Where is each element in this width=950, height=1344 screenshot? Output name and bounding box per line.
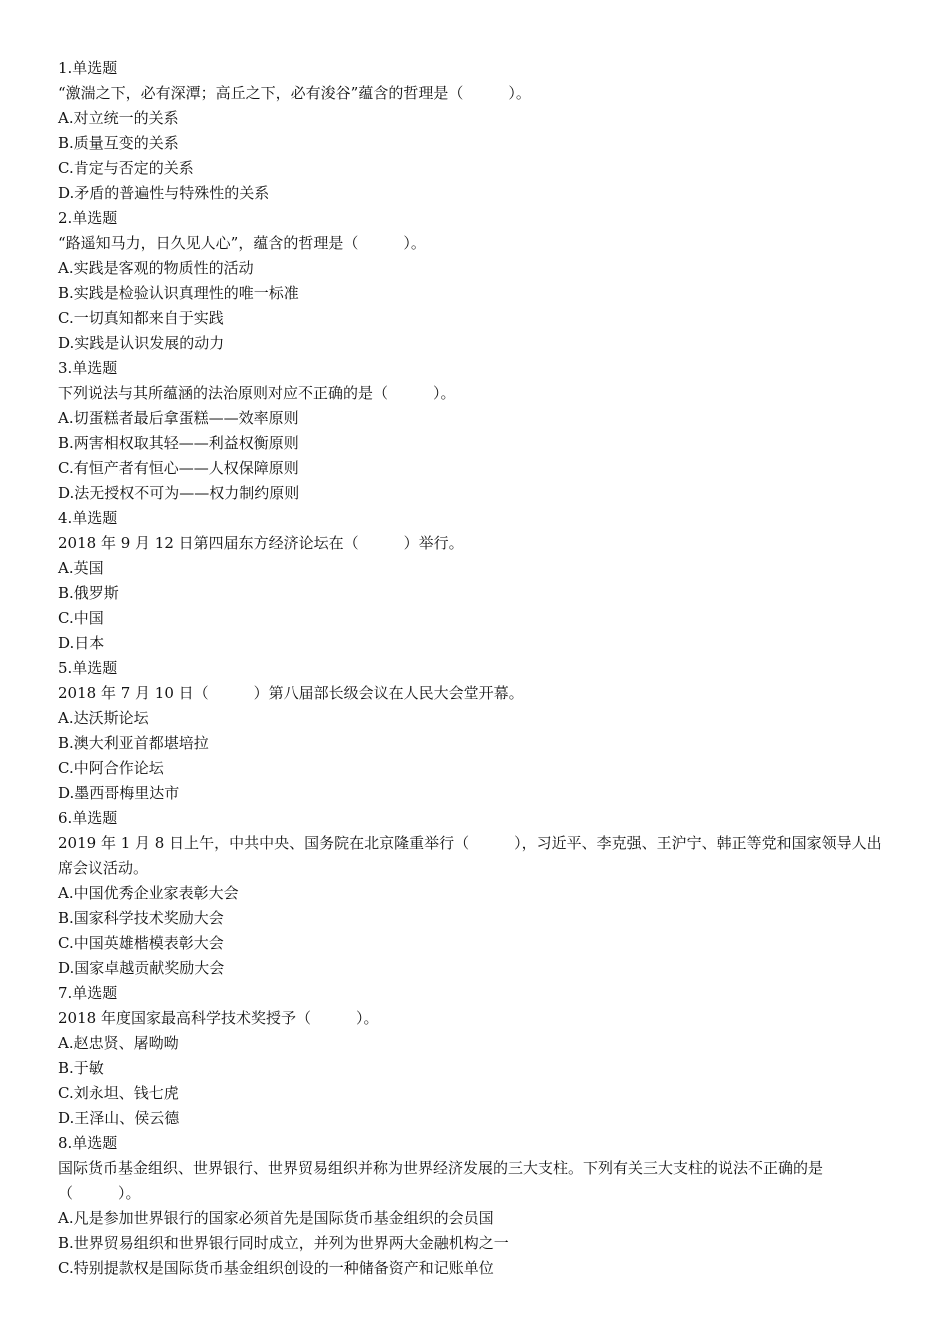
answer-option: B.俄罗斯	[58, 584, 119, 602]
answer-option: C.一切真知都来自于实践	[58, 309, 224, 327]
answer-option: C.刘永坦、钱七虎	[58, 1084, 179, 1102]
answer-option: A.对立统一的关系	[58, 109, 179, 127]
answer-option: C.中国	[58, 609, 104, 627]
question-header: 1.单选题	[58, 59, 118, 77]
question-block	[58, 806, 888, 981]
question-header: 8.单选题	[58, 1134, 118, 1152]
question-stem: 国际货币基金组织、世界银行、世界贸易组织并称为世界经济发展的三大支柱。下列有关三大支柱的说法不正确的是（ ）。	[58, 1159, 824, 1202]
question-header: 2.单选题	[58, 209, 118, 227]
question-stem: 2018 年 9 月 12 日第四届东方经济论坛在（ ）举行。	[58, 534, 464, 552]
answer-option: B.两害相权取其轻——利益权衡原则	[58, 434, 299, 452]
question-block	[58, 1131, 888, 1281]
answer-option: D.实践是认识发展的动力	[58, 334, 225, 352]
answer-option: A.切蛋糕者最后拿蛋糕——效率原则	[58, 409, 299, 427]
question-stem: 2018 年 7 月 10 日（ ）第八届部长级会议在人民大会堂开幕。	[58, 684, 524, 702]
answer-option: B.澳大利亚首都堪培拉	[58, 734, 209, 752]
answer-option: B.实践是检验认识真理性的唯一标准	[58, 284, 299, 302]
question-stem: 2018 年度国家最高科学技术奖授予（ ）。	[58, 1009, 379, 1027]
answer-option: D.法无授权不可为——权力制约原则	[58, 484, 300, 502]
question-stem: “激湍之下，必有深潭；高丘之下，必有浚谷”蕴含的哲理是（ ）。	[58, 84, 531, 102]
question-block	[58, 506, 888, 656]
question-header: 3.单选题	[58, 359, 118, 377]
answer-option: B.于敏	[58, 1059, 104, 1077]
answer-option: A.中国优秀企业家表彰大会	[58, 884, 239, 902]
answer-option: A.实践是客观的物质性的活动	[58, 259, 254, 277]
answer-option: B.质量互变的关系	[58, 134, 179, 152]
answer-option: D.日本	[58, 634, 105, 652]
answer-option: B.世界贸易组织和世界银行同时成立，并列为世界两大金融机构之一	[58, 1234, 509, 1252]
answer-option: A.赵忠贤、屠呦呦	[58, 1034, 179, 1052]
question-block	[58, 356, 888, 506]
question-block	[58, 656, 888, 806]
question-header: 6.单选题	[58, 809, 118, 827]
answer-option: B.国家科学技术奖励大会	[58, 909, 224, 927]
question-block	[58, 981, 888, 1131]
question-header: 7.单选题	[58, 984, 118, 1002]
answer-option: D.王泽山、侯云德	[58, 1109, 180, 1127]
answer-option: C.特别提款权是国际货币基金组织创设的一种储备资产和记账单位	[58, 1259, 494, 1277]
question-block	[58, 206, 888, 356]
question-stem: “路遥知马力，日久见人心”，蕴含的哲理是（ ）。	[58, 234, 426, 252]
question-block	[58, 56, 888, 206]
answer-option: A.达沃斯论坛	[58, 709, 149, 727]
answer-option: D.国家卓越贡献奖励大会	[58, 959, 225, 977]
document-body	[58, 56, 888, 1281]
answer-option: C.中阿合作论坛	[58, 759, 164, 777]
question-header: 4.单选题	[58, 509, 118, 527]
question-stem: 2019 年 1 月 8 日上午，中共中央、国务院在北京隆重举行（ ），习近平、李克强、王沪宁、韩正等党和国家领导人出席会议活动。	[58, 834, 882, 877]
question-stem: 下列说法与其所蕴涵的法治原则对应不正确的是（ ）。	[58, 384, 456, 402]
answer-option: C.肯定与否定的关系	[58, 159, 194, 177]
answer-option: A.凡是参加世界银行的国家必须首先是国际货币基金组织的会员国	[58, 1209, 494, 1227]
question-header: 5.单选题	[58, 659, 118, 677]
answer-option: C.中国英雄楷模表彰大会	[58, 934, 224, 952]
answer-option: C.有恒产者有恒心——人权保障原则	[58, 459, 299, 477]
answer-option: A.英国	[58, 559, 104, 577]
answer-option: D.矛盾的普遍性与特殊性的关系	[58, 184, 270, 202]
answer-option: D.墨西哥梅里达市	[58, 784, 180, 802]
